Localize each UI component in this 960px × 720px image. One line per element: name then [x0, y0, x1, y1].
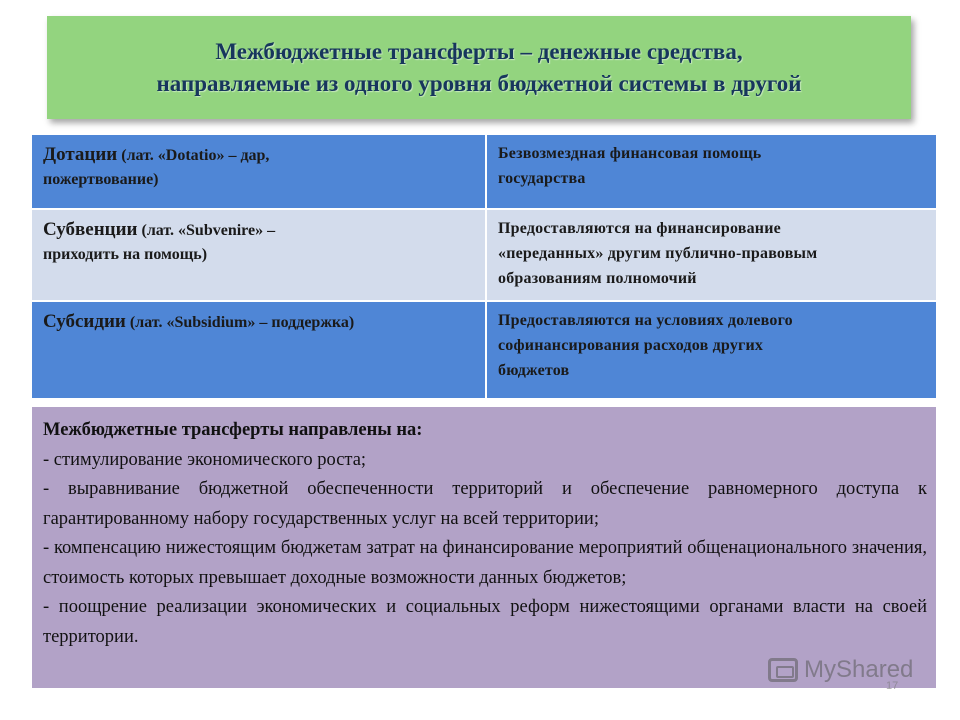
term-latin: (лат. «Dotatio» – дар,	[117, 147, 270, 164]
description-line: государства	[498, 170, 586, 187]
term-latin: (лат. «Subvenire» –	[137, 222, 276, 239]
term-latin-cont: пожертвование)	[43, 171, 159, 188]
term-latin: (лат. «Subsidium» – поддержка)	[125, 314, 355, 331]
term-name: Субвенции	[43, 219, 138, 240]
watermark-text: MyShared	[804, 656, 914, 683]
direction-item: - стимулирование экономического роста;	[43, 449, 367, 470]
table-row	[32, 135, 936, 210]
title-line-1: Межбюджетные трансферты – денежные средства,	[215, 38, 743, 64]
description-cell	[487, 210, 936, 300]
direction-item: - компенсацию нижестоящим бюджетам затрат на финансирование мероприятий общенационального значения, стоимость которых превышает доходные возможности данных бюджетов;	[43, 538, 927, 588]
page-number: 17	[886, 680, 899, 692]
description-line: образованиям полномочий	[498, 270, 697, 287]
term-latin-cont: приходить на помощь)	[43, 246, 208, 263]
description-line: Безвозмездная финансовая помощь	[498, 145, 762, 162]
description-line: Предоставляются на финансирование	[498, 220, 781, 237]
table-row	[32, 210, 936, 302]
direction-item: - поощрение реализации экономических и социальных реформ нижестоящими органами власти на своей территории.	[43, 597, 927, 647]
term-name: Субсидии	[43, 311, 126, 332]
table-row	[32, 302, 936, 398]
term-cell	[32, 210, 487, 300]
term-name: Дотации	[43, 144, 118, 165]
term-cell	[32, 135, 487, 208]
title-line-2: направляемые из одного уровня бюджетной системы в другой	[156, 70, 802, 96]
presentation-icon	[768, 658, 798, 682]
transfer-types-table	[32, 135, 936, 398]
description-line: софинансирования расходов других	[498, 337, 764, 354]
description-line: «переданных» другим публично-правовым	[498, 245, 818, 262]
direction-item: - выравнивание бюджетной обеспеченности территорий и обеспечение равномерного доступа к гарантированному набору государственных услуг на всей территории;	[43, 479, 927, 529]
description-cell	[487, 302, 936, 398]
slide-title	[47, 16, 911, 119]
description-line: бюджетов	[498, 362, 570, 379]
directions-heading: Межбюджетные трансферты направлены на:	[43, 420, 423, 440]
directions-box	[32, 407, 936, 688]
term-cell	[32, 302, 487, 398]
description-line: Предоставляются на условиях долевого	[498, 312, 793, 329]
description-cell	[487, 135, 936, 208]
